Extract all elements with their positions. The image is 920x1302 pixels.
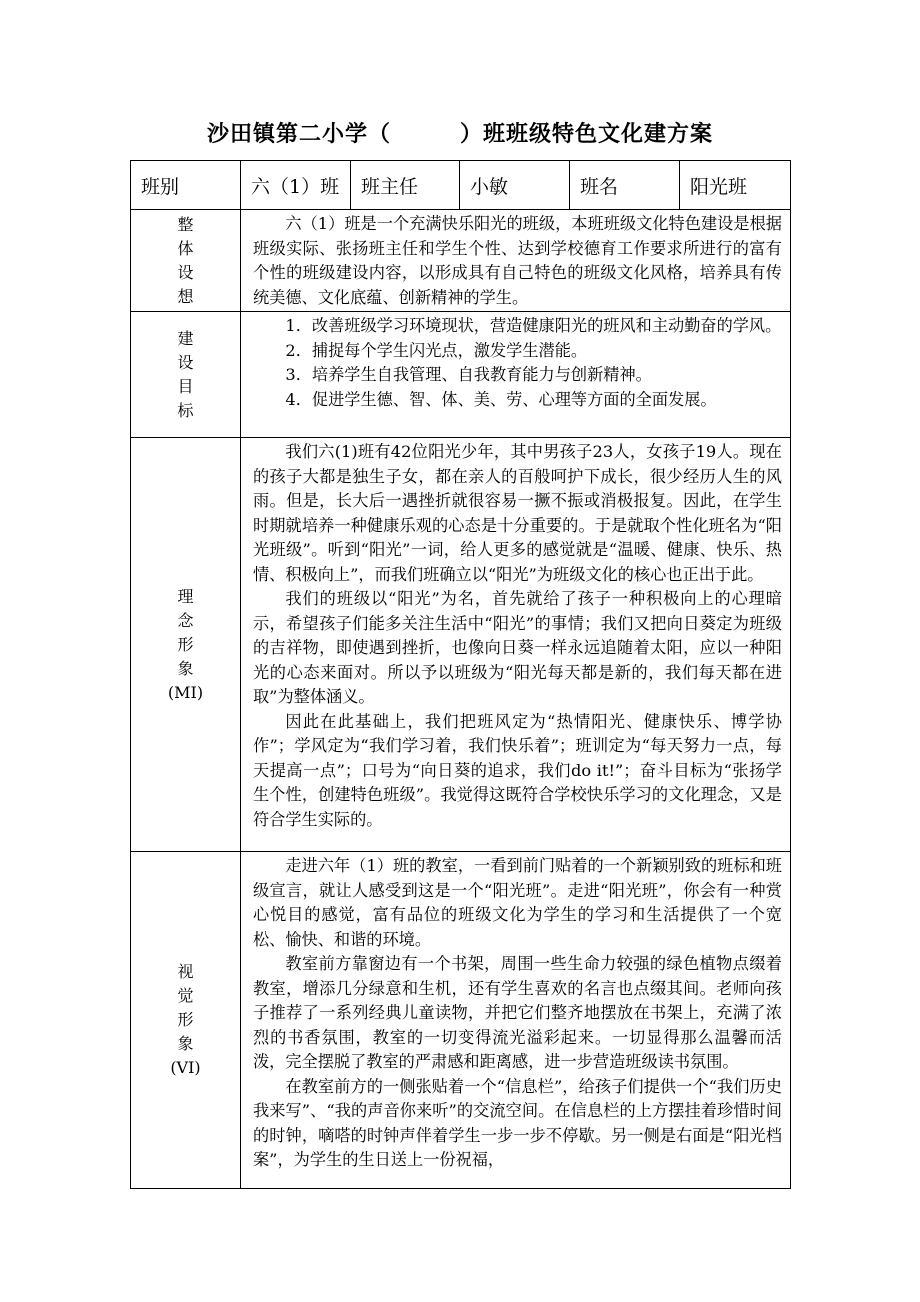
overall-row — [131, 210, 791, 312]
page-title: 沙田镇第二小学（ ）班班级特色文化建方案 — [206, 122, 713, 147]
mi-content: 我们六(1)班有42位阳光少年，其中男孩子23人，女孩子19人。现在的孩子大都是独生子女，都在亲人的百般呵护下成长，很少经历人生的风雨。但是，长大后一遇挫折就很容易一撅不振或消极报复。因此，在学生时期就培养一种健康乐观的心态是十分重要的。于是就取个性化班名为“阳光班级”。听到“阳光”一词，给人更多的感觉就是“温暖、健康、快乐、热情、积极向上”，而我们班确立以“阳光”为班级文化的核心也正出于此。 我们的班级以“阳光”为名，首先就给了孩子一种积极向上的心理暗示，希望孩子们能多关注生活中“阳光”的事情；我们又把向日葵定为班级的吉祥物，即使遇到挫折，也像向日葵一样永远追随着太阳，应以一种阳光的心态来面对。所以予以班级为“阳光每天都是新的，我们每天都在进取”为整体涵义。 因此在此基础上，我们把班风定为“热情阳光、健康快乐、博学协作”；学风定为“我们学习着，我们快乐着”；班训定为“每天努力一点，每天提高一点”；口号为“向日葵的追求，我们do it!”；奋斗目标为“张扬学生个性，创建特色班级”。我觉得这既符合学校快乐学习的文化理念，又是符合学生实际的。 — [241, 438, 791, 852]
goals-row — [131, 312, 791, 438]
class-value: 六（1）班 — [241, 161, 351, 210]
teacher-value: 小敏 — [460, 161, 570, 210]
class-label: 班别 — [131, 161, 241, 210]
goals-label: 建 设 目 标 — [131, 312, 241, 438]
header-row — [131, 161, 791, 210]
teacher-label: 班主任 — [351, 161, 460, 210]
vi-content: 走进六年（1）班的教室，一看到前门贴着的一个新颖别致的班标和班级宣言，就让人感受到这是一个“阳光班”。走进“阳光班”，你会有一种赏心悦目的感觉，富有品位的班级文化为学生的学习和生活提供了一个宽松、愉快、和谐的环境。 教室前方靠窗边有一个书架，周围一些生命力较强的绿色植物点缀着教室，增添几分绿意和生机，还有学生喜欢的名言也点缀其间。老师向孩子推荐了一系列经典儿童读物，并把它们整齐地摆放在书架上，充满了浓烈的书香氛围，教室的一切变得流光溢彩起来。一切显得那么温馨而活泼，完全摆脱了教室的严肃感和距离感，进一步营造班级读书氛围。 在教室前方的一侧张贴着一个“信息栏”，给孩子们提供一个“我们历史我来写”、“我的声音你来听”的交流空间。在信息栏的上方摆挂着珍惜时间的时钟，嘀嗒的时钟声伴着学生一步一步不停歇。另一侧是右面是“阳光档案”，为学生的生日送上一份祝福， — [241, 852, 791, 1189]
goals-content: 1．改善班级学习环境现状，营造健康阳光的班风和主动勤奋的学风。 2．捕捉每个学生闪光点，激发学生潜能。 3．培养学生自我管理、自我教育能力与创新精神。 4．促进学生德、智、体、美、劳、心理等方面的全面发展。 — [241, 312, 791, 438]
class-name-value: 阳光班 — [680, 161, 791, 210]
class-name-label: 班名 — [570, 161, 680, 210]
vi-row — [131, 852, 791, 1189]
overall-label: 整 体 设 想 — [131, 210, 241, 312]
mi-row — [131, 438, 791, 852]
overall-content: 六（1）班是一个充满快乐阳光的班级，本班班级文化特色建设是根据班级实际、张扬班主任和学生个性、达到学校德育工作要求所进行的富有个性的班级建设内容，以形成具有自己特色的班级文化风格，培养具有传统美德、文化底蕴、创新精神的学生。 — [241, 210, 791, 312]
vi-label: 视 觉 形 象 (VI) — [131, 852, 241, 1189]
plan-table — [130, 160, 791, 1189]
mi-label: 理 念 形 象 (MI) — [131, 438, 241, 852]
